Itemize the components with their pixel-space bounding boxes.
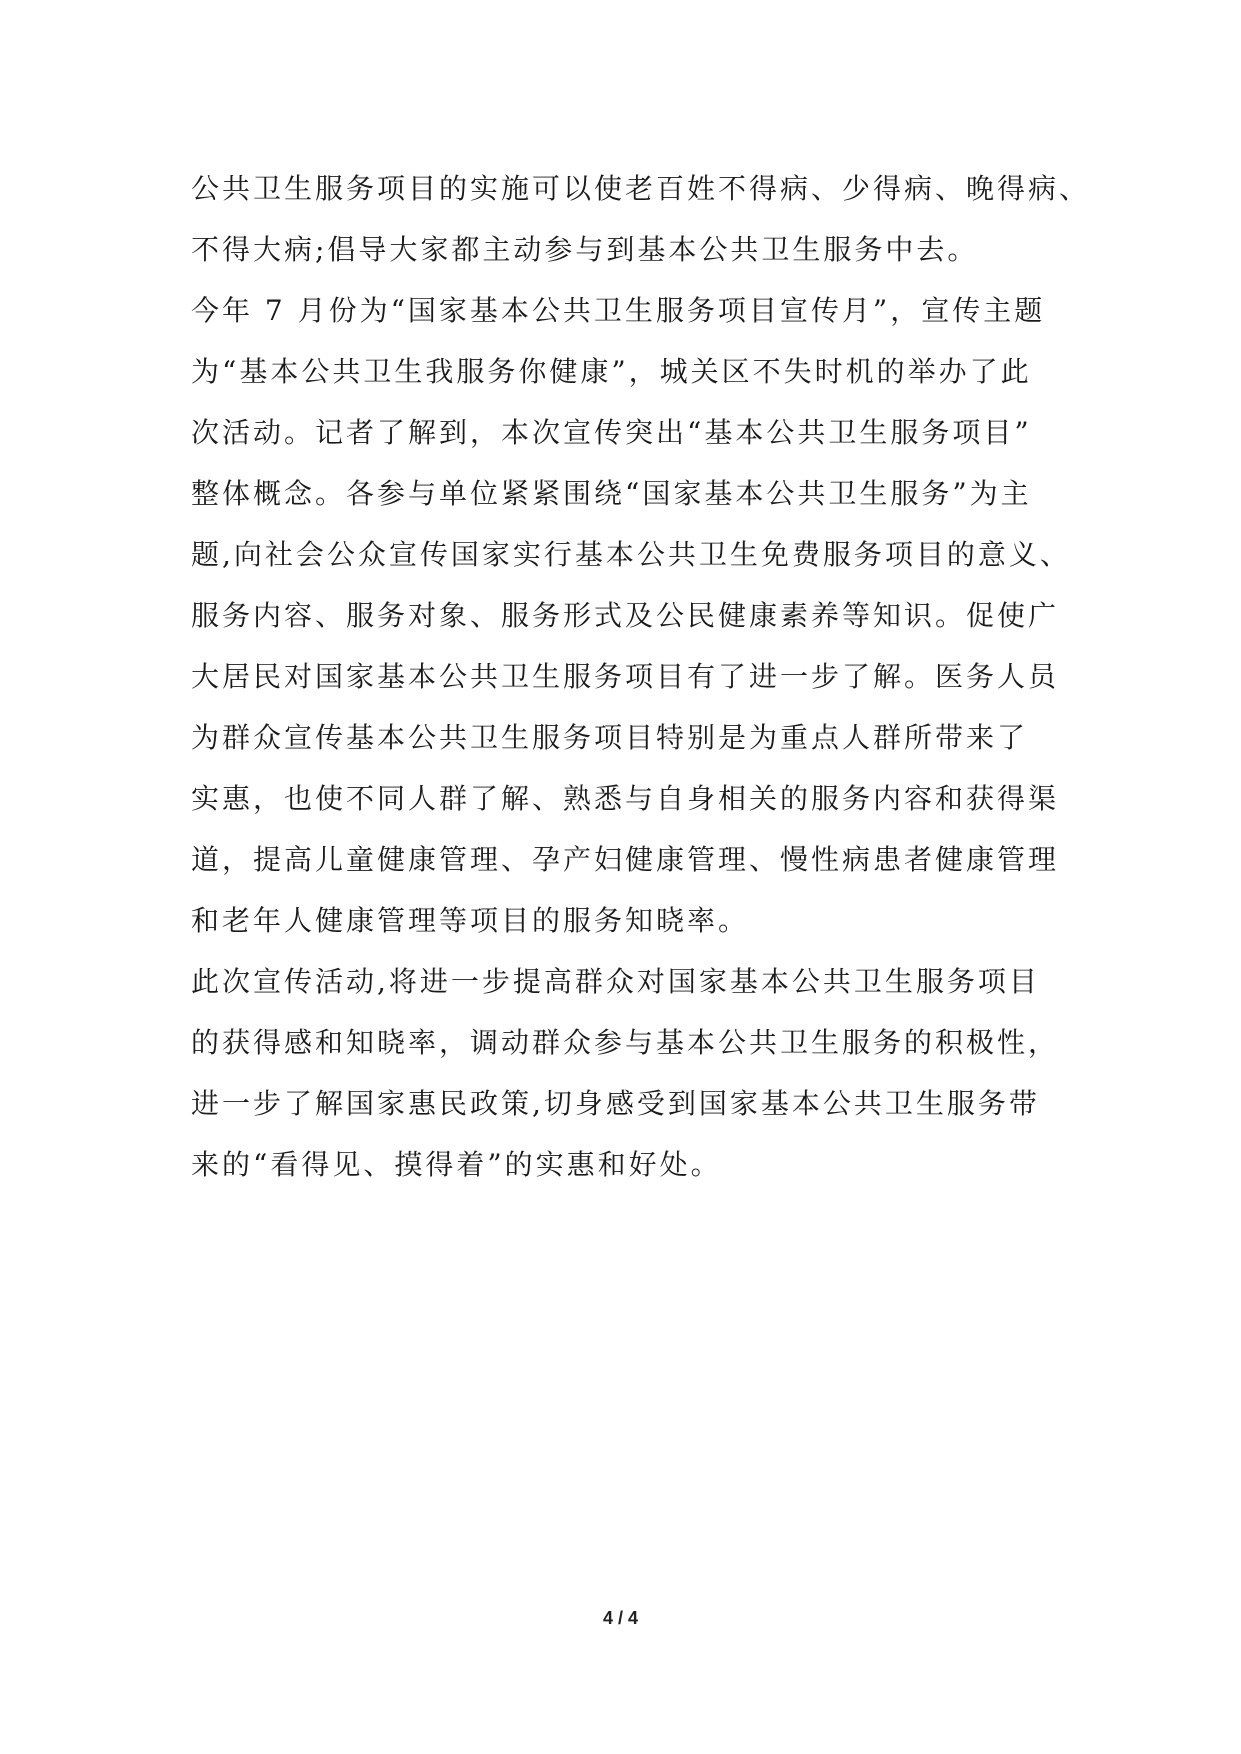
text-line: 服务内容、服务对象、服务形式及公民健康素养等知识。促使广: [191, 599, 1060, 632]
text-line: 不得大病;倡导大家都主动参与到基本公共卫生服务中去。: [191, 233, 979, 266]
text-line: 道，提高儿童健康管理、孕产妇健康管理、慢性病患者健康管理: [191, 843, 1060, 876]
text-line: 此次宣传活动,将进一步提高群众对国家基本公共卫生服务项目: [191, 965, 1040, 998]
text-line: 来的“看得见、摸得着”的实惠和好处。: [191, 1148, 722, 1181]
paragraph-1: [191, 158, 1091, 280]
body-text: [191, 158, 1091, 1195]
text-line: 题,向社会公众宣传国家实行基本公共卫生免费服务项目的意义、: [191, 538, 1071, 571]
paragraph-3: [191, 951, 1061, 1195]
text-line: 进一步了解国家惠民政策,切身感受到国家基本公共卫生服务带: [191, 1087, 1040, 1120]
text-line: 和老年人健康管理等项目的服务知晓率。: [191, 904, 750, 937]
page-number: 4 / 4: [602, 1608, 639, 1628]
text-line: 实惠，也使不同人群了解、熟悉与自身相关的服务内容和获得渠: [191, 782, 1060, 815]
text-line: 整体概念。各参与单位紧紧围绕“国家基本公共卫生服务”为主: [191, 477, 1032, 510]
text-line: 为“基本公共卫生我服务你健康”，城关区不失时机的举办了此: [191, 355, 1032, 388]
text-line: 今年 7 月份为“国家基本公共卫生服务项目宣传月”，宣传主题: [191, 294, 1046, 327]
text-line: 为群众宣传基本公共卫生服务项目特别是为重点人群所带来了: [191, 721, 1029, 754]
text-line: 次活动。记者了解到，本次宣传突出“基本公共卫生服务项目”: [191, 416, 1032, 449]
text-line: 公共卫生服务项目的实施可以使老百姓不得病、少得病、晚得病、: [191, 172, 1091, 205]
text-line: 大居民对国家基本公共卫生服务项目有了进一步了解。医务人员: [191, 660, 1060, 693]
paragraph-2: [191, 280, 1071, 951]
text-line: 的获得感和知晓率，调动群众参与基本公共卫生服务的积极性，: [191, 1026, 1060, 1059]
